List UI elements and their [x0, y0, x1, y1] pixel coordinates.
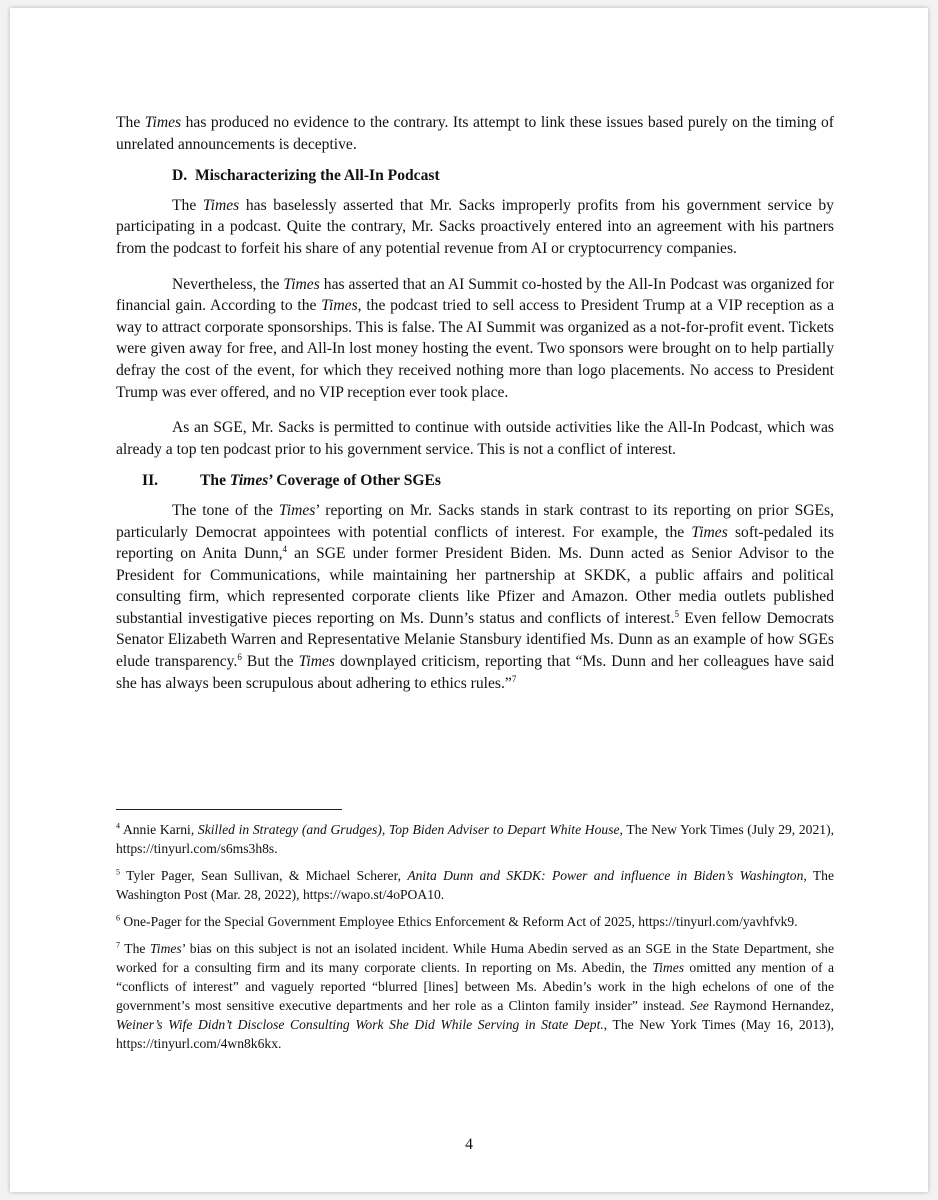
body-text [116, 112, 834, 694]
footnotes [116, 820, 834, 1061]
footnote-ref-5[interactable]: 5 [674, 608, 680, 619]
footnote-ref-7[interactable]: 7 [511, 673, 517, 684]
footnote-5: $^5$ Tyler Pager, Sean Sullivan, & Michael Scherer, Anita Dunn and SKDK: Power and influence in Biden’s Washington, The Washington Post (Mar. 28, 2022), https://wapo.st/4oPOA10. [116, 867, 834, 902]
footnote-separator [116, 809, 342, 810]
section-heading-d: D. Mischaracterizing the All-In Podcast [172, 167, 440, 185]
footnote-4: $^4$ Annie Karni, Skilled in Strategy (and Grudges), Top Biden Adviser to Depart White House, The New York Times (July 29, 2021), https://tinyurl.com/s6ms3h8s. [116, 821, 834, 856]
document-page [10, 8, 928, 1192]
section-heading-ii: II. The Times’ Coverage of Other SGEs [142, 472, 441, 490]
paragraph-2: The Times has baselessly asserted that Mr. Sacks improperly profits from his government service by participating in a podcast. Quite the contrary, Mr. Sacks proactively entered into an agreement with his partners from the podcast to forfeit his share of any potential revenue from AI or cryptocurrency companies. [116, 196, 834, 257]
footnote-7: $^7$ The Times’ bias on this subject is not an isolated incident. While Huma Abedin served as an SGE in the State Department, she worked for a consulting firm and its many corporate clients. In reporting on Ms. Abedin, the Times omitted any mention of a “conflicts of interest” and vaguely reported “blurred [lines] between Ms. Abedin’s work in the high echelons of one of the government’s most sensitive executive departments and her role as a Clinton family insider” instead. See Raymond Hernandez, Weiner’s Wife Didn’t Disclose Consulting Work She Did While Serving in State Dept., The New York Times (May 16, 2013), https://tinyurl.com/4wn8k6kx. [116, 940, 835, 1051]
footnote-ref-6[interactable]: 6 [237, 651, 242, 662]
paragraph-1: The Times has produced no evidence to the contrary. Its attempt to link these issues based purely on the timing of unrelated announcements is deceptive. [116, 114, 834, 153]
page-number: 4 [465, 1136, 473, 1153]
paragraph-3: Nevertheless, the Times has asserted that an AI Summit co-hosted by the All-In Podcast was organized for financial gain. According to the Times, the podcast tried to sell access to President Trump at a VIP reception as a way to attract corporate sponsorships. This is false. The AI Summit was organized as a not-for-profit event. Tickets were given away for free, and All-In lost money hosting the event. Two sponsors were brought on to help partially defray the cost of the event, for which they received nothing more than logo placements. No access to President Trump was ever offered, and no VIP reception ever took place. [116, 275, 834, 401]
footnote-6: $^6$ One-Pager for the Special Government Employee Ethics Enforcement & Reform Act of 2025, https://tinyurl.com/yavhfvk9. [116, 913, 798, 929]
footnote-ref-4[interactable]: 4 [282, 543, 288, 554]
paragraph-4: As an SGE, Mr. Sacks is permitted to continue with outside activities like the All-In Podcast, which was already a top ten podcast prior to his government service. This is not a conflict of interest. [116, 419, 834, 458]
paragraph-5: The tone of the Times’ reporting on Mr. Sacks stands in stark contrast to its reporting on prior SGEs, particularly Democrat appointees with potential conflicts of interest. For example, the Times soft-pedaled its reporting on Anita Dunn,$^4$ an SGE under former President Biden. Ms. Dunn acted as Senior Advisor to the President for Communications, while maintaining her partnership at SKDK, a public affairs and political consulting firm, which represented corporate clients like Pfizer and Amazon. Other media outlets published substantial investigative pieces reporting on Ms. Dunn’s status and conflicts of interest.$^5$ Even fellow Democrats Senator Elizabeth Warren and Representative Melanie Stansbury identified Ms. Dunn as an example of how SGEs elude transparency.$^6$ But the Times downplayed criticism, reporting that “Ms. Dunn and her colleagues have said she has always been scrupulous about adhering to ethics rules.”$^7$ [116, 501, 834, 692]
